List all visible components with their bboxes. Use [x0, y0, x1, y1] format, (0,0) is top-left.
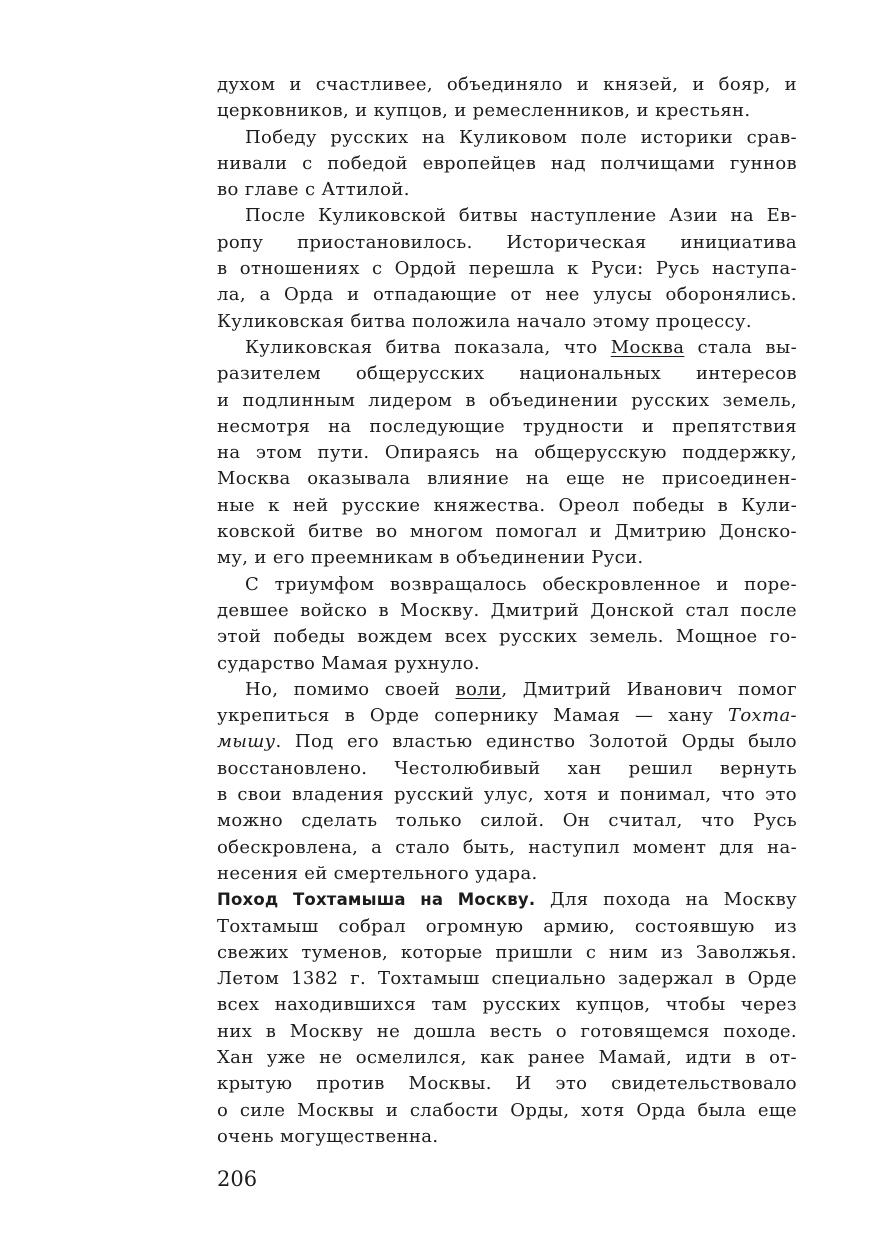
text-line: восстановлено. Честолюбивый хан решил вернуть [217, 757, 797, 779]
text-line: Москва оказывала влияние на еще не присоединен- [217, 468, 797, 490]
text-line: о силе Москвы и слабости Орды, хотя Орда была еще [217, 1099, 797, 1121]
text-line: Победу русских на Куликовом поле историки срав- [245, 126, 797, 148]
text-fragment: . Под его властью единство Золотой Орды было [275, 731, 797, 753]
text-line: на этом пути. Опираясь на общерусскую поддержку, [217, 442, 797, 464]
paragraph [217, 125, 797, 204]
text-line: му, и его преемникам в объединении Руси. [217, 547, 644, 569]
text-fragment: Куликовская битва показала, что [245, 336, 611, 358]
volya-link[interactable]: воли [455, 678, 502, 700]
text-line: Хан уже не осмелился, как ранее Мамай, идти в от- [217, 1046, 797, 1068]
text-line: несения ей смертельного удара. [217, 862, 538, 884]
text-line: них в Москву не дошла весть о готовящемся походе. [217, 1020, 797, 1042]
text-line: С триумфом возвращалось обескровленное и поре- [245, 573, 797, 595]
text-line [217, 677, 797, 703]
moscow-link[interactable]: Москва [610, 336, 685, 358]
section-heading: Поход Тохтамыша на Москву. [217, 890, 536, 910]
text-line: обескровлена, а стало быть, наступил момент для на- [217, 836, 797, 858]
text-line: ропу приостановилось. Историческая инициатива [217, 231, 797, 253]
text-line: в свои владения русский улус, хотя и понимал, что это [217, 784, 797, 806]
paragraph [217, 335, 797, 572]
text-line: крытую против Москвы. И это свидетельствовало [217, 1073, 797, 1095]
paragraph [217, 72, 797, 125]
text-line: духом и счастливее, объединяло и князей, и бояр, и [217, 74, 797, 95]
text-line: Куликовская битва положила начало этому процессу. [217, 310, 752, 332]
text-line: ковской битве во многом помогал и Дмитрию Донско- [217, 521, 797, 543]
text-line: очень могущественна. [217, 1125, 439, 1147]
text-line: ные к ней русские княжества. Ореол победы в Кули- [217, 494, 797, 516]
text-line: свежих туменов, которые пришли с ним из Заволжья. [217, 941, 797, 963]
text-line: можно сделать только силой. Он считал, что Русь [217, 810, 797, 832]
text-line [217, 887, 797, 913]
text-fragment: , Дмитрий Иванович помог [501, 678, 797, 700]
text-line: разителем общерусских национальных интересов [217, 363, 797, 385]
text-line: и подлинным лидером в объединении русских земель, [217, 389, 797, 411]
text-fragment: Но, помимо своей [245, 678, 456, 700]
text-line: После Куликовской битвы наступление Азии на Ев- [245, 205, 797, 227]
text-fragment: Для похода на Москву [535, 889, 797, 911]
page-body [217, 72, 797, 1150]
paragraph [217, 677, 797, 887]
text-line [217, 335, 797, 361]
text-line: несмотря на последующие трудности и препятствия [217, 415, 797, 437]
text-line: в отношениях с Ордой перешла к Руси: Русь наступа- [217, 258, 797, 280]
text-line: церковников, и купцов, и ремесленников, и крестьян. [217, 100, 751, 122]
text-line: нивали с победой европейцев над полчищами гуннов [217, 152, 797, 174]
text-line: девшее войско в Москву. Дмитрий Донской стал после [217, 599, 797, 621]
text-line: этой победы вождем всех русских земель. Мощное го- [217, 626, 797, 648]
text-line: ла, а Орда и отпадающие от нее улусы оборонялись. [217, 284, 797, 306]
paragraph [217, 572, 797, 677]
text-line: Летом 1382 г. Тохтамыш специально задержал в Орде [217, 968, 797, 990]
page-number: 206 [217, 1167, 258, 1191]
text-line: всех находившихся там русских купцов, чтобы через [217, 994, 797, 1016]
text-line [217, 729, 797, 755]
text-line: сударство Мамая рухнуло. [217, 652, 480, 674]
text-line [217, 703, 797, 729]
italic-name: Тохта- [728, 705, 797, 727]
italic-name: мышу [217, 731, 276, 753]
text-line: Тохтамыш собрал огромную армию, состоявшую из [217, 915, 797, 937]
text-fragment: стала вы- [684, 336, 797, 358]
paragraph [217, 203, 797, 334]
paragraph [217, 887, 797, 1150]
text-line: во главе с Аттилой. [217, 179, 410, 201]
text-fragment: укрепиться в Орде сопернику Мамая — хану [217, 705, 729, 727]
